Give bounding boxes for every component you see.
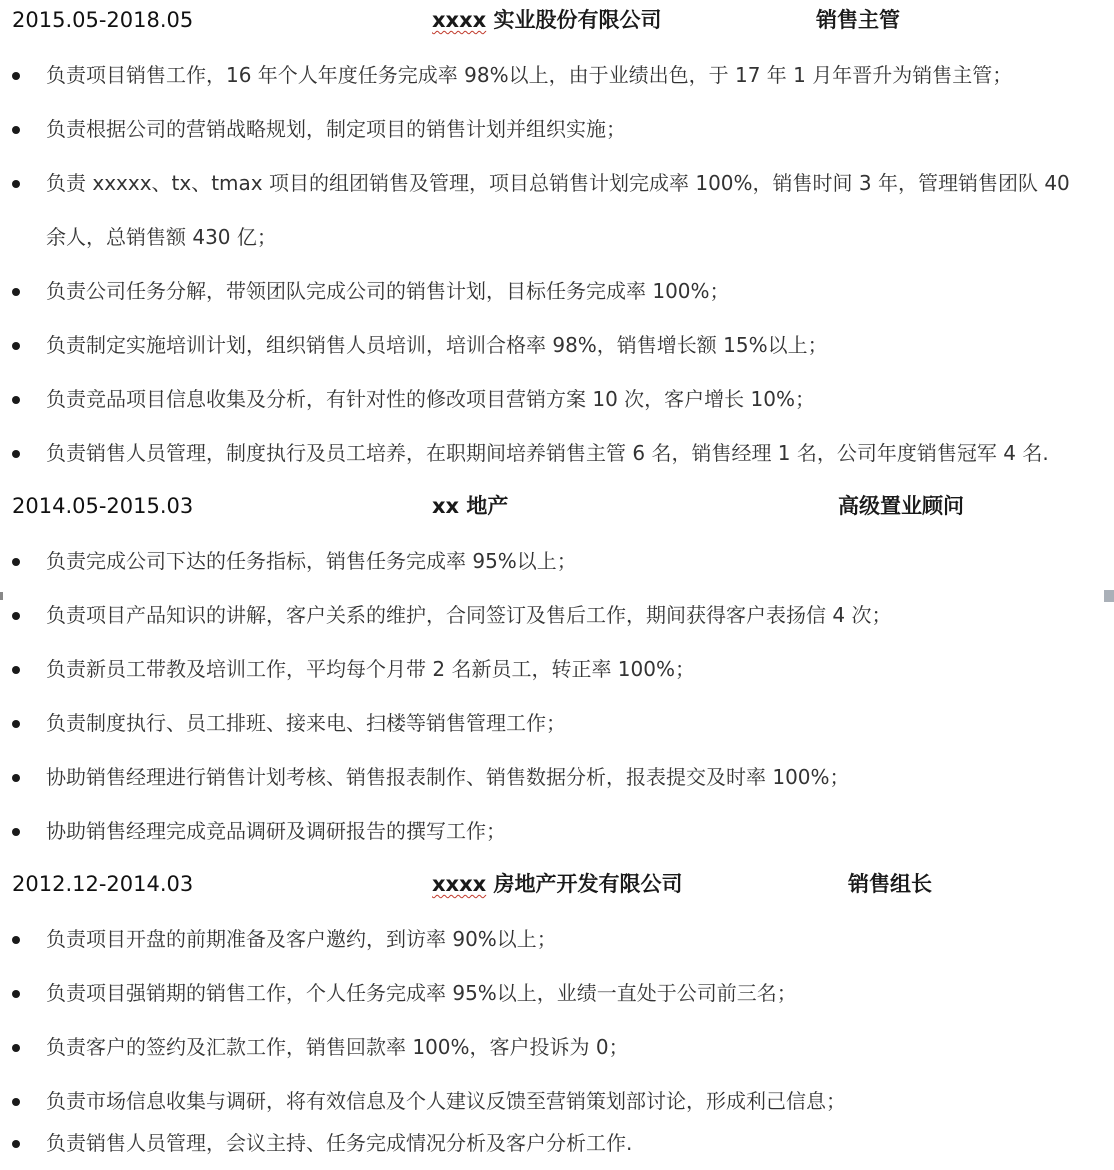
job-header-1	[0, 0, 1114, 40]
bullet-icon	[12, 126, 20, 134]
left-margin-marker	[0, 592, 3, 600]
job-period: 2014.05-2015.03	[12, 494, 194, 518]
job-period: 2015.05-2018.05	[12, 8, 194, 32]
bullet-icon	[12, 396, 20, 404]
bullet-icon	[12, 1044, 20, 1052]
bullet-icon	[12, 666, 20, 674]
company-name	[432, 486, 508, 526]
job-title: 销售主管	[816, 8, 900, 32]
list-item-text: 负责项目开盘的前期准备及客户邀约，到访率 90%以上；	[46, 927, 557, 951]
bullet-icon	[12, 342, 20, 350]
bullet-icon	[12, 990, 20, 998]
list-item-text: 负责销售人员管理，会议主持、任务完成情况分析及客户分析工作.	[46, 1131, 633, 1155]
company-suffix: 房地产开发有限公司	[493, 872, 683, 896]
list-item-text: 负责销售人员管理，制度执行及员工培养，在职期间培养销售主管 6 名，销售经理 1 名，公司年度销售冠军 4 名.	[46, 441, 1049, 465]
bullet-icon	[12, 1098, 20, 1106]
bullet-icon	[12, 72, 20, 80]
company-prefix: xxxx	[432, 872, 487, 896]
job-header-2	[0, 486, 1114, 526]
company-name	[432, 0, 662, 40]
list-item-text: 协助销售经理完成竞品调研及调研报告的撰写工作；	[46, 819, 506, 843]
list-item-text: 负责项目强销期的销售工作，个人任务完成率 95%以上，业绩一直处于公司前三名；	[46, 981, 797, 1005]
list-item	[0, 1116, 1114, 1170]
bullet-icon	[12, 720, 20, 728]
job-title: 高级置业顾问	[838, 494, 964, 518]
company-prefix: xxxx	[432, 8, 487, 32]
bullet-icon	[12, 828, 20, 836]
bullet-icon	[12, 288, 20, 296]
company-suffix: 实业股份有限公司	[493, 8, 662, 32]
list-item-text: 负责公司任务分解，带领团队完成公司的销售计划，目标任务完成率 100%；	[46, 279, 730, 303]
list-item-text: 负责制定实施培训计划，组织销售人员培训，培训合格率 98%，销售增长额 15%以上；	[46, 333, 828, 357]
list-item-text: 余人，总销售额 430 亿；	[46, 225, 277, 249]
bullet-icon	[12, 558, 20, 566]
list-item-text: 负责制度执行、员工排班、接来电、扫楼等销售管理工作；	[46, 711, 566, 735]
bullet-icon	[12, 774, 20, 782]
list-item-text: 负责 xxxxx、tx、tmax 项目的组团销售及管理，项目总销售计划完成率 100%，销售时间 3 年，管理销售团队 40	[46, 171, 1070, 195]
list-item-text: 协助销售经理进行销售计划考核、销售报表制作、销售数据分析，报表提交及时率 100%；	[46, 765, 850, 789]
company-prefix: xx	[432, 494, 460, 518]
job-period: 2012.12-2014.03	[12, 872, 194, 896]
list-item-text: 负责完成公司下达的任务指标，销售任务完成率 95%以上；	[46, 549, 577, 573]
list-item-text: 负责竞品项目信息收集及分析，有针对性的修改项目营销方案 10 次，客户增长 10%；	[46, 387, 815, 411]
bullet-icon	[12, 450, 20, 458]
list-item-text: 负责新员工带教及培训工作，平均每个月带 2 名新员工，转正率 100%；	[46, 657, 695, 681]
bullet-icon	[12, 936, 20, 944]
job-title: 销售组长	[848, 872, 932, 896]
list-item-text: 负责市场信息收集与调研，将有效信息及个人建议反馈至营销策划部讨论，形成利己信息；	[46, 1089, 846, 1113]
list-item-text: 负责项目产品知识的讲解，客户关系的维护，合同签订及售后工作，期间获得客户表扬信 4 次；	[46, 603, 892, 627]
job-header-3	[0, 864, 1114, 904]
list-item-text: 负责客户的签约及汇款工作，销售回款率 100%，客户投诉为 0；	[46, 1035, 629, 1059]
company-name	[432, 864, 683, 904]
list-item-text: 负责根据公司的营销战略规划，制定项目的销售计划并组织实施；	[46, 117, 626, 141]
company-suffix: 地产	[466, 494, 509, 518]
bullet-icon	[12, 180, 20, 188]
bullet-icon	[12, 1140, 20, 1148]
right-margin-marker	[1104, 590, 1114, 602]
list-item-text: 负责项目销售工作，16 年个人年度任务完成率 98%以上，由于业绩出色，于 17 年 1 月年晋升为销售主管；	[46, 63, 1013, 87]
bullet-icon	[12, 612, 20, 620]
